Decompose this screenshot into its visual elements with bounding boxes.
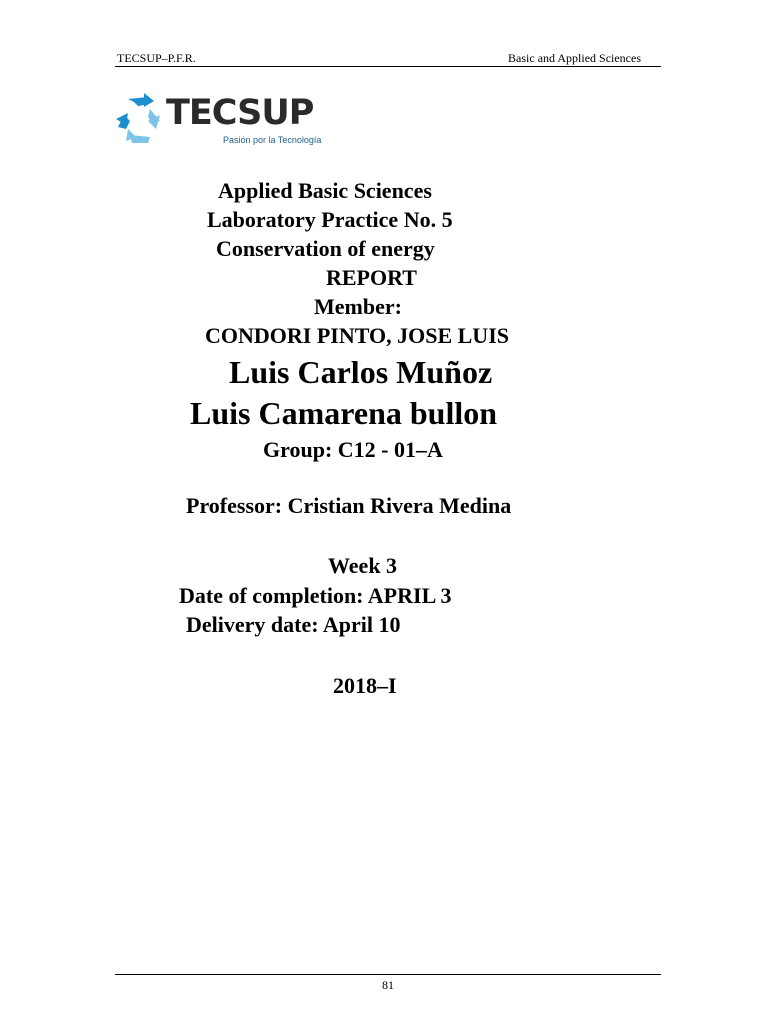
member-label: Member:: [314, 294, 402, 319]
page-number: 81: [382, 978, 394, 992]
group-label: Group: C12 - 01–A: [263, 437, 443, 462]
logo-tagline: Pasión por la Tecnología: [223, 135, 322, 145]
tecsup-logo: [114, 90, 324, 150]
topic-title: Conservation of energy: [216, 236, 435, 261]
course-title: Applied Basic Sciences: [218, 178, 432, 203]
member-name-2: Luis Carlos Muñoz: [229, 354, 493, 390]
recycle-arrows-icon: [114, 93, 164, 145]
header-right-text: Basic and Applied Sciences: [508, 51, 641, 65]
header-left-text: TECSUP–P.F.R.: [117, 51, 196, 65]
term-label: 2018–I: [333, 673, 397, 698]
delivery-date: Delivery date: April 10: [186, 612, 401, 637]
professor-label: Professor: Cristian Rivera Medina: [186, 493, 512, 518]
logo-wordmark: TECSUP: [166, 93, 314, 133]
practice-title: Laboratory Practice No. 5: [207, 207, 453, 232]
footer-rule: [115, 974, 661, 975]
member-name-3: Luis Camarena bullon: [190, 395, 498, 431]
week-label: Week 3: [328, 553, 398, 578]
header-rule: [115, 66, 661, 67]
member-name-1: CONDORI PINTO, JOSE LUIS: [205, 323, 509, 348]
report-label: REPORT: [326, 265, 417, 290]
completion-date: Date of completion: APRIL 3: [179, 583, 452, 608]
